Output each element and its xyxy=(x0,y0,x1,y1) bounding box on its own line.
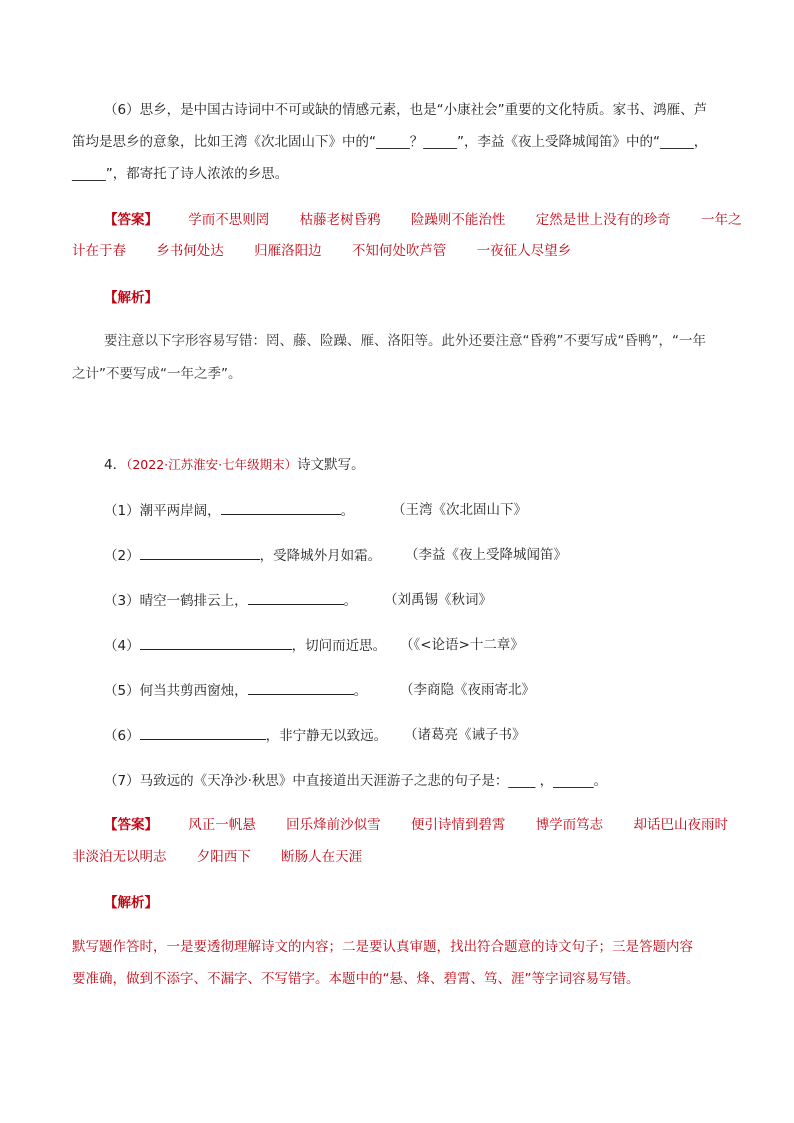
item-source: （《<论语>十二章》 xyxy=(400,637,524,653)
item-label: （7） xyxy=(104,773,140,789)
recitation-item xyxy=(104,545,381,566)
question-title: 诗文默写。 xyxy=(297,457,365,473)
item-text-after: 。 xyxy=(343,593,358,609)
item-text-after: ，受降城外月如霜。 xyxy=(259,548,382,564)
answer-tag: 【答案】 xyxy=(104,817,158,833)
recitation-item xyxy=(104,590,357,611)
answer-item: 枯藤老树昏鸦 xyxy=(299,212,381,228)
fill-blank[interactable] xyxy=(140,635,292,650)
answer-line xyxy=(72,241,571,261)
recitation-item xyxy=(104,635,386,656)
analysis-text-line: 要注意以下字形容易写错：罔、藤、险躁、雁、洛阳等。此外还要注意“昏鸦”不要写成“昏鸭”，“一年 xyxy=(104,333,706,349)
analysis-tag: 【解析】 xyxy=(104,895,158,911)
question-text-line: _____”，都寄托了诗人浓浓的乡思。 xyxy=(72,166,289,182)
recitation-item xyxy=(104,500,354,521)
item-text-after: 。 xyxy=(340,503,355,519)
answer-item: 定然是世上没有的珍奇 xyxy=(535,212,671,228)
item-label: （1） xyxy=(104,503,140,519)
exam-source: （2022·江苏淮安·七年级期末） xyxy=(126,457,298,472)
fill-blank[interactable] xyxy=(140,545,260,560)
item-source: （刘禹锡《秋词》 xyxy=(384,592,492,608)
fill-blank[interactable] xyxy=(140,725,266,740)
answer-item: 博学而笃志 xyxy=(535,817,604,833)
item-label: （2） xyxy=(104,548,140,564)
answer-item: 便引诗情到碧霄 xyxy=(410,817,506,833)
question-text-line: （6）思乡，是中国古诗词中不可或缺的情感元素，也是“小康社会”重要的文化特质。家书、鸿雁、芦 xyxy=(104,102,708,118)
fill-blank[interactable] xyxy=(248,680,354,695)
answer-item: 断肠人在天涯 xyxy=(281,849,363,865)
fill-blank[interactable] xyxy=(248,590,344,605)
item-source: （李益《夜上受降城闻笛》 xyxy=(405,547,567,563)
recitation-item xyxy=(104,725,387,746)
recitation-item xyxy=(104,680,367,701)
item-label: （3） xyxy=(104,593,140,609)
analysis-tag-line xyxy=(104,893,158,913)
item-text-before: 晴空一鹤排云上， xyxy=(139,593,248,609)
answer-item: 一年之 xyxy=(700,212,742,228)
answer-item: 一夜征人尽望乡 xyxy=(476,243,572,259)
answer-item: 乡书何处达 xyxy=(156,243,224,259)
answer-item: 学而不思则罔 xyxy=(188,212,270,228)
item-source: （诸葛亮《诫子书》 xyxy=(404,727,526,743)
analysis-text-line: 之计”不要写成“一年之季”。 xyxy=(72,366,242,382)
analysis-tag-line xyxy=(104,288,158,308)
question-text-line: 笛均是思乡的意象，比如王湾《次北固山下》中的“_____？_____”，李益《夜上受降城闻笛》中的“_____， xyxy=(72,134,708,150)
answer-item: 不知何处吹芦管 xyxy=(351,243,447,259)
item-text-after: ，切问而近思。 xyxy=(291,638,387,654)
answer-tag: 【答案】 xyxy=(104,212,158,228)
answer-item: 却话巴山夜雨时 xyxy=(633,817,728,833)
analysis-text-line: 要准确，做到不添字、不漏字、不写错字。本题中的“悬、烽、碧霄、笃、涯”等字词容易写错。 xyxy=(72,971,640,987)
answer-item: 归雁洛阳边 xyxy=(254,243,322,259)
analysis-tag: 【解析】 xyxy=(104,290,158,306)
answer-line xyxy=(72,847,362,867)
item-text-before: 何当共剪西窗烛， xyxy=(139,683,248,699)
question-number: 4． xyxy=(104,457,127,473)
item-label: （5） xyxy=(104,683,140,699)
answer-item: 计在于春 xyxy=(72,243,126,259)
answer-item: 险躁则不能治性 xyxy=(410,212,506,228)
answer-item: 夕阳西下 xyxy=(196,849,251,865)
item-label: （4） xyxy=(104,638,140,654)
item-text-after: ，非宁静无以致远。 xyxy=(265,728,388,744)
item-label: （6） xyxy=(104,728,140,744)
answer-line xyxy=(104,815,728,835)
analysis-text-line: 默写题作答时，一是要透彻理解诗文的内容；二是要认真审题，找出符合题意的诗文句子；三是答题内容 xyxy=(72,939,693,955)
fill-blank[interactable] xyxy=(221,500,341,515)
item-text: 马致远的《天净沙·秋思》中直接道出天涯游子之悲的句子是：____ ，______。 xyxy=(139,773,608,789)
question-heading xyxy=(104,455,365,475)
item-source: （李商隐《夜雨寄北》 xyxy=(400,682,535,698)
item-text-before: 潮平两岸阔， xyxy=(139,503,221,519)
answer-item: 非淡泊无以明志 xyxy=(72,849,167,865)
answer-item: 回乐烽前沙似雪 xyxy=(286,817,381,833)
answer-line xyxy=(104,210,741,230)
recitation-item xyxy=(104,771,607,791)
item-source: （王湾《次北固山下》 xyxy=(392,502,527,518)
item-text-after: 。 xyxy=(353,683,368,699)
answer-item: 风正一帆悬 xyxy=(188,817,256,833)
